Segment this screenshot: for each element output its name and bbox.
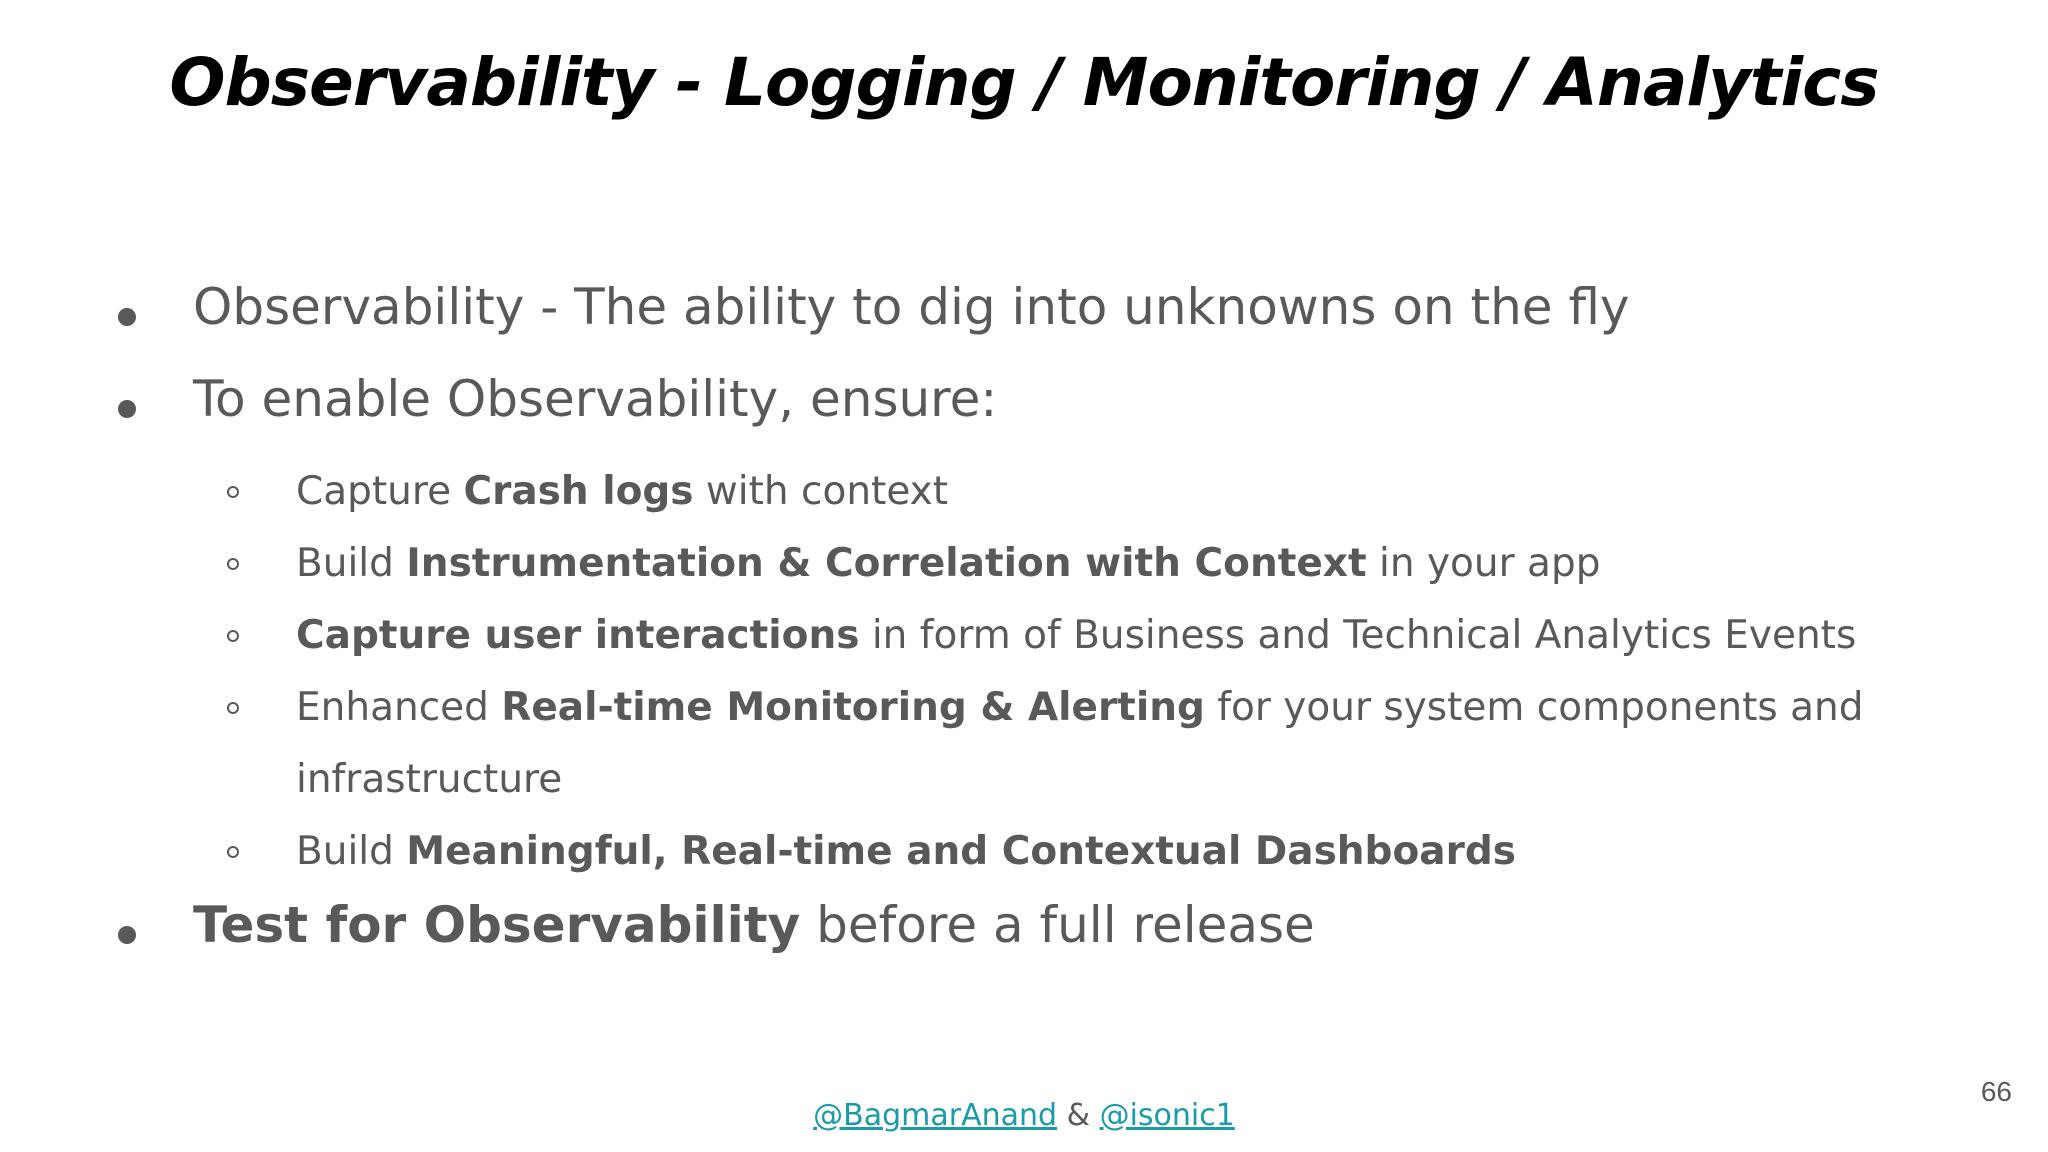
sub-bullet-circle-icon (227, 486, 239, 498)
text-bold: Capture user interactions (296, 613, 860, 658)
footer-credits (0, 1098, 2048, 1133)
text-regular: Enhanced (296, 685, 502, 730)
text-regular: in form of Business and Technical Analytics Events (859, 613, 1857, 658)
slide-title: Observability - Logging / Monitoring / Analytics (169, 44, 1879, 121)
sub-bullet-text (296, 456, 948, 528)
text-bold: Test for Observability (193, 896, 801, 954)
text-regular: before a full release (800, 896, 1315, 954)
text-bold: Instrumentation & Correlation with Context (406, 541, 1367, 586)
sub-bullet-text (296, 816, 1516, 888)
footer-separator: & (1057, 1098, 1100, 1133)
bullet-dot-icon (118, 400, 136, 418)
sub-bullet-text (296, 528, 1600, 600)
text-regular: in your app (1366, 541, 1601, 586)
text-bold: Meaningful, Real-time and Contextual Dashboards (406, 829, 1516, 874)
sub-bullet-circle-icon (227, 558, 239, 570)
sub-bullet-text (296, 672, 1864, 744)
bullet-dot-icon (118, 308, 136, 326)
sub-bullet-circle-icon (227, 630, 239, 642)
page-number: 66 (1980, 1076, 2012, 1107)
text-regular: Build (296, 829, 407, 874)
text-regular: Capture (296, 469, 464, 514)
bullet-text (193, 896, 1315, 954)
bullet-text: Observability - The ability to dig into unknowns on the fly (193, 278, 1630, 336)
bullet-text: To enable Observability, ensure: (193, 370, 998, 428)
twitter-link-isonic1[interactable]: @isonic1 (1099, 1098, 1235, 1133)
sub-bullet-circle-icon (227, 846, 239, 858)
sub-bullet-text (296, 600, 1856, 672)
text-regular: Build (296, 541, 407, 586)
text-bold: Real-time Monitoring & Alerting (501, 685, 1205, 730)
text-regular: with context (693, 469, 949, 514)
sub-bullet-circle-icon (227, 702, 239, 714)
text-regular: for your system components and (1204, 685, 1864, 730)
sub-bullet-continuation: infrastructure (296, 757, 563, 802)
text-bold: Crash logs (463, 469, 694, 514)
twitter-link-bagmaranand[interactable]: @BagmarAnand (813, 1098, 1058, 1133)
bullet-dot-icon (118, 926, 136, 944)
